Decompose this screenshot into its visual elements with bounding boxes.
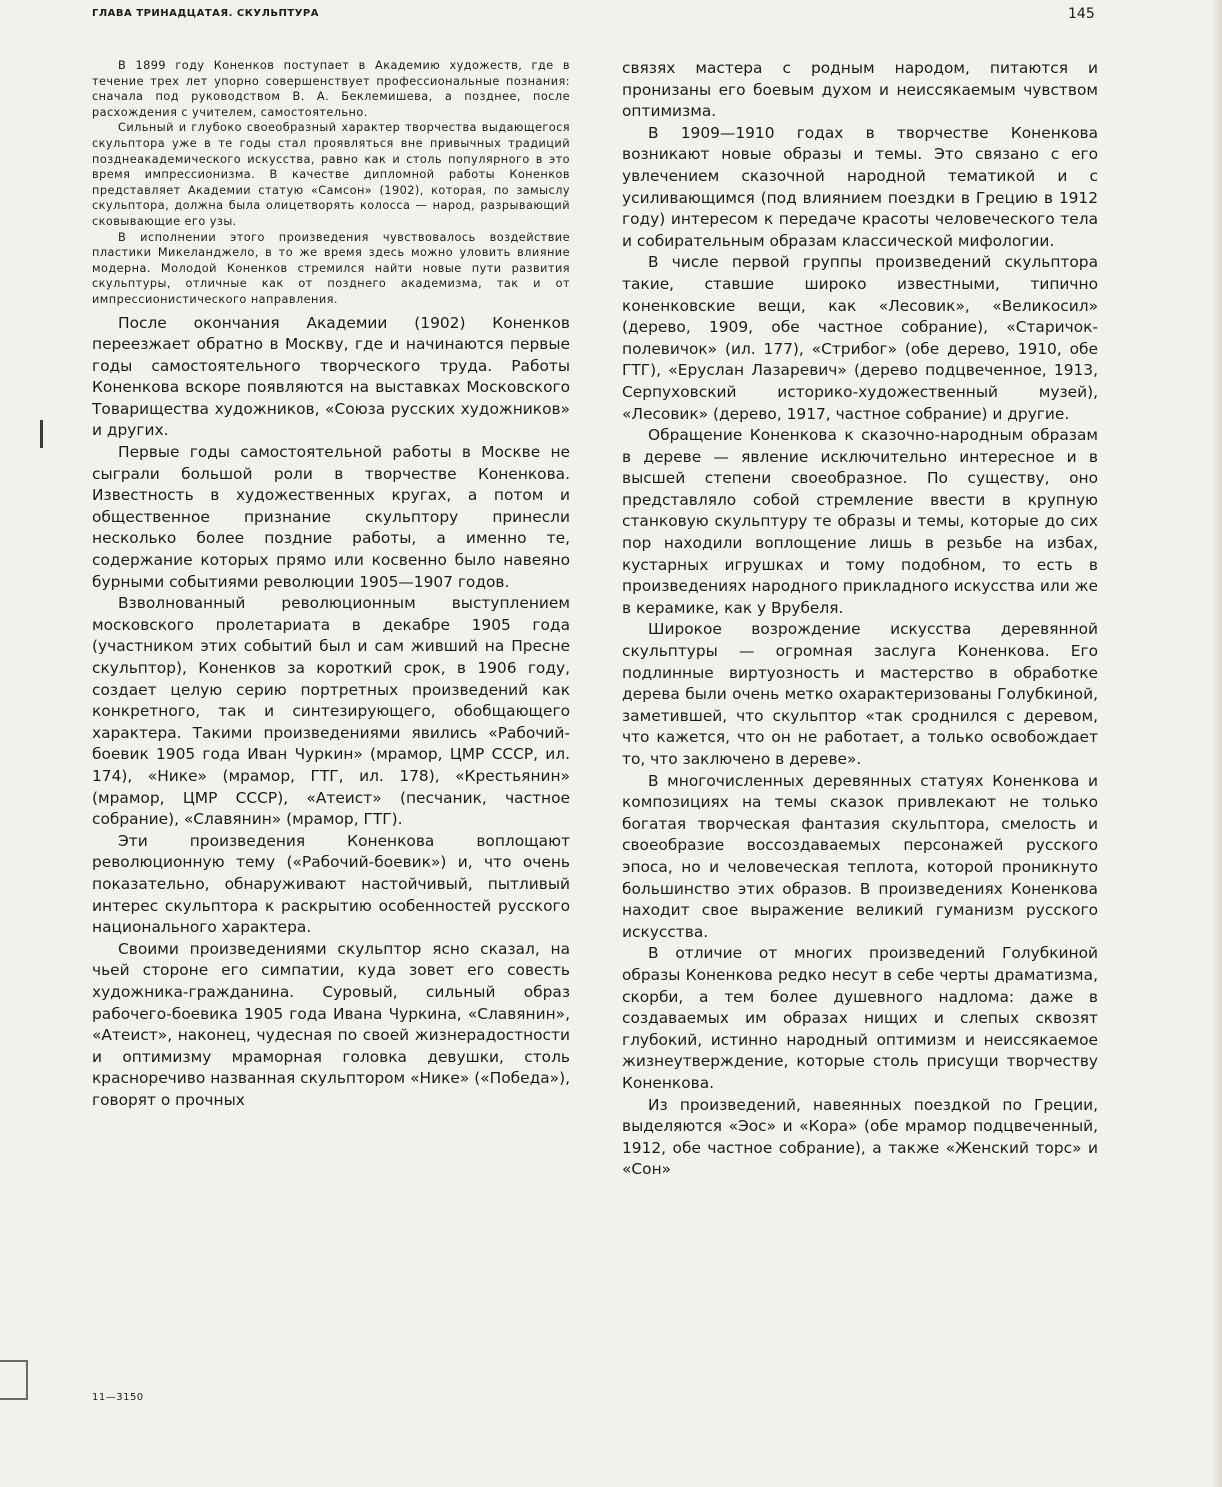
signature-mark: 11—3150 [92, 1392, 144, 1403]
small-print-block [92, 58, 570, 308]
paragraph: Эти произведения Коненкова воплощают революционную тему («Рабочий-боевик») и, что очень показательно, обнаруживают настойчивый, пытливый интерес скульптора к раскрытию особенностей русского национального характера. [92, 831, 570, 937]
small-paragraph: В 1899 году Коненков поступает в Академию художеств, где в течение трех лет упорно совершенствует профессиональные познания: сначала под руководством В. А. Беклемишева, а позднее, после расхождения с учителем, самостоятельно. [92, 59, 570, 119]
paragraph: После окончания Академии (1902) Коненков переезжает обратно в Москву, где и начинаются первые годы самостоятельного творческого труда. Работы Коненкова вскоре появляются на выставках Московского Товарищества художников, «Союза русских художников» и других. [92, 313, 570, 440]
paragraph: В многочисленных деревянных статуях Коненкова и композициях на темы сказок привлекают не только богатая творческая фантазия скульптора, смелость и своеобразие воссоздаваемых персонажей русского эпоса, но и человеческая теплота, которой проникнуто большинство этих образов. В произведениях Коненкова находит свое выражение великий гуманизм русского искусства. [622, 771, 1098, 941]
paragraph: Из произведений, навеянных поездкой по Греции, выделяются «Эос» и «Кора» (обе мрамор подцвеченный, 1912, обе частное собрание), а также «Женский торс» и «Сон» [622, 1095, 1098, 1179]
small-paragraph: В исполнении этого произведения чувствовалось воздействие пластики Микеланджело, в то же время здесь можно уловить влияние модерна. Молодой Коненков стремился найти новые пути развития скульптуры, отличные как от позднего академизма, так и от импрессионистического направления. [92, 230, 570, 306]
paragraph: Обращение Коненкова к сказочно-народным образам в дереве — явление исключительно интересное и в высшей степени своеобразное. По существу, оно представляло собой стремление ввести в крупную станковую скульптуру те образы и темы, которые до сих пор находили воплощение лишь в резьбе на избах, кустарных игрушках и тому подобном, то есть в произведениях народного прикладного искусства или же в керамике, как у Врубеля. [622, 426, 1098, 617]
main-text-block [622, 58, 1098, 1181]
page-edge-shadow [1212, 0, 1222, 1487]
scan-artifact-mark [40, 420, 43, 448]
main-text-block [92, 313, 570, 1112]
page-number: 145 [1068, 6, 1095, 22]
right-column [622, 58, 1098, 1181]
paragraph: В числе первой группы произведений скульптора такие, ставшие широко известными, типично коненковские вещи, как «Лесовик», «Великосил» (дерево, 1909, обе частное собрание), «Старичок-полевичок» (ил. 177), «Стрибог» (обе дерево, 1910, обе ГТГ), «Еруслан Лазаревич» (дерево подцвеченное, 1913, Серпуховский историко-художественный музей), «Лесовик» (дерево, 1917, частное собрание) и другие. [622, 253, 1098, 423]
paragraph: Широкое возрождение искусства деревянной скульптуры — огромная заслуга Коненкова. Его подлинные виртуозность и мастерство в обработке дерева были очень метко охарактеризованы Голубкиной, заметившей, что скульптор «так сроднился с деревом, что кажется, что он не работает, а только освобождает то, что заключено в дереве». [622, 620, 1098, 768]
paragraph: В отличие от многих произведений Голубкиной образы Коненкова редко несут в себе черты драматизма, скорби, а тем более душевного надлома: даже в создаваемых им образах нищих и слепых сквозят глубокий, истинно народный оптимизм и неиссякаемое жизнеутверждение, которые столь присущи творчеству Коненкова. [622, 944, 1098, 1092]
scan-artifact-bracket [0, 1360, 28, 1400]
paragraph: связях мастера с родным народом, питаются и пронизаны его боевым духом и неиссякаемым чувством оптимизма. [622, 59, 1098, 121]
paragraph: Первые годы самостоятельной работы в Москве не сыграли большой роли в творчестве Коненкова. Известность в художественных кругах, а потом и общественное признание скульптору принесли несколько более поздние работы, а именно те, содержание которых прямо или косвенно было навеяно бурными событиями революции 1905—1907 годов. [92, 443, 570, 591]
small-paragraph: Сильный и глубоко своеобразный характер творчества выдающегося скульптора уже в те годы стал проявляться вне привычных традиций позднеакадемического искусства, равно как и столь популярного в это время импрессионизма. В качестве дипломной работы Коненков представляет Академии статую «Самсон» (1902), которая, по замыслу скульптора, должна была олицетворять колосса — народ, разрывающий сковывающие его узы. [92, 121, 570, 228]
paragraph: В 1909—1910 годах в творчестве Коненкова возникают новые образы и темы. Это связано с его увлечением сказочной народной тематикой и с усиливающимся (под влиянием поездки в Грецию в 1912 году) интересом к передаче красоты человеческого тела и собирательным образам классической мифологии. [622, 123, 1098, 250]
paragraph: Своими произведениями скульптор ясно сказал, на чьей стороне его симпатии, куда зовет его совесть художника-гражданина. Суровый, сильный образ рабочего-боевика 1905 года Ивана Чуркина, «Славянин», «Атеист», наконец, чудесная по своей жизнерадостности и оптимизму мраморная головка девушки, столь красноречиво названная скульптором «Нике» («Победа»), говорят о прочных [92, 939, 570, 1109]
running-head: ГЛАВА ТРИНАДЦАТАЯ. СКУЛЬПТУРА [92, 8, 319, 19]
paragraph: Взволнованный революционным выступлением московского пролетариата в декабре 1905 года (участником этих событий был и сам живший на Пресне скульптор), Коненков за короткий срок, в 1906 году, создает целую серию портретных произведений как конкретного, так и синтезирующего, обобщающего характера. Такими произведениями явились «Рабочий-боевик 1905 года Иван Чуркин» (мрамор, ЦМР СССР, ил. 174), «Нике» (мрамор, ГТГ, ил. 178), «Крестьянин» (мрамор, ЦМР СССР), «Атеист» (песчаник, частное собрание), «Славянин» (мрамор, ГТГ). [92, 594, 570, 829]
left-column [92, 58, 570, 1111]
